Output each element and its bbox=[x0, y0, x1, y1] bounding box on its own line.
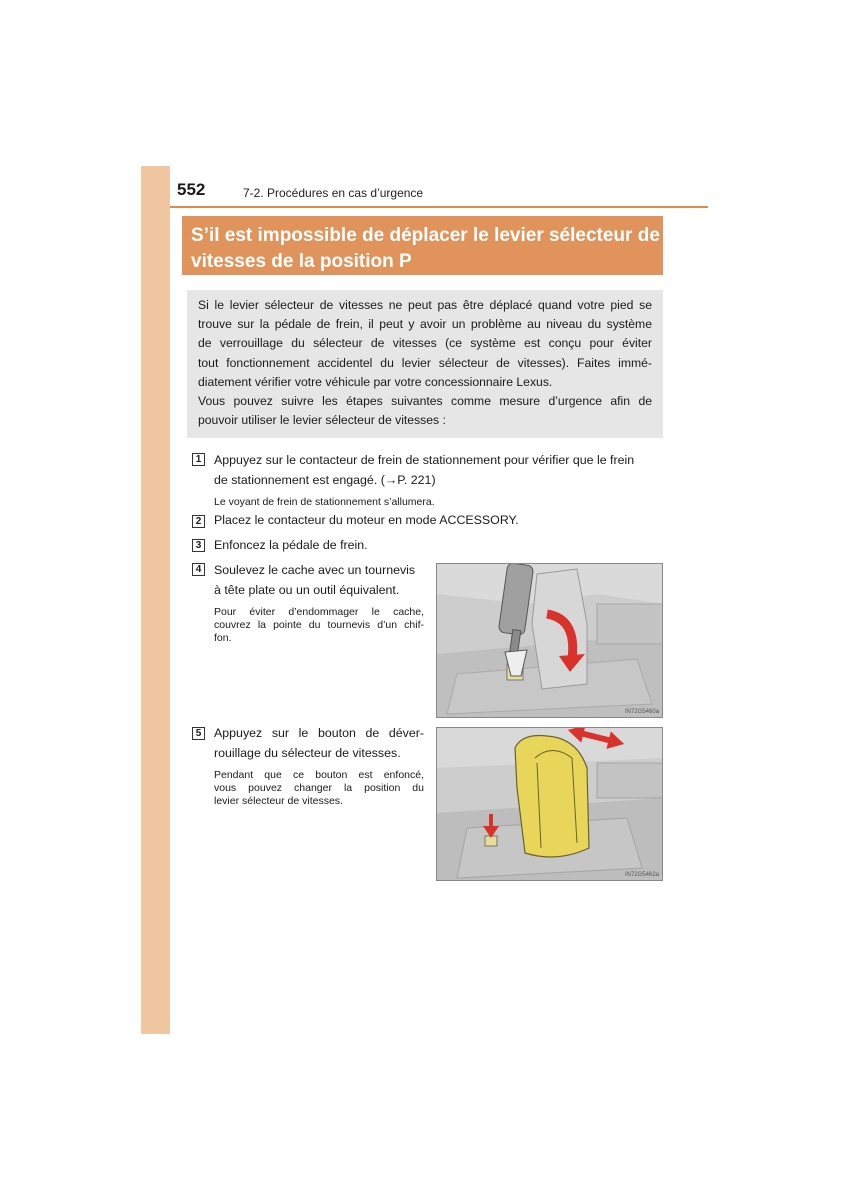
step-number-2: 2 bbox=[192, 515, 205, 528]
illustration-shift-lock-button bbox=[437, 728, 663, 881]
intro-line: Vous pouvez suivre les étapes suivantes comme mesure d’urgence afin de bbox=[198, 394, 652, 409]
step-4-note bbox=[214, 606, 424, 645]
note-line: Pour éviter d’endommager le cache, bbox=[214, 606, 424, 618]
heading-box bbox=[182, 216, 663, 275]
step-line: Appuyez sur le bouton de déver- bbox=[214, 726, 424, 740]
note-line: couvrez la pointe du tournevis d’un chif- bbox=[214, 619, 424, 631]
illustration-remove-cover bbox=[437, 564, 663, 718]
note-line: levier sélecteur de vitesses. bbox=[214, 795, 343, 807]
step-line: Appuyez sur le contacteur de frein de stationnement pour vérifier que le frein bbox=[214, 453, 635, 467]
step-5-note bbox=[214, 769, 424, 808]
page-number: 552 bbox=[177, 180, 206, 199]
step-number-5: 5 bbox=[192, 727, 205, 740]
figure-code: IN72G5460a bbox=[624, 709, 659, 715]
intro-box bbox=[187, 290, 663, 438]
section-title: 7-2. Procédures en cas d’urgence bbox=[243, 186, 424, 200]
note-line: vous pouvez changer la position du bbox=[214, 782, 424, 794]
intro-line: Si le levier sélecteur de vitesses ne peut pas être déplacé quand votre pied se bbox=[198, 298, 652, 312]
figure-screwdriver-cover bbox=[436, 563, 663, 718]
step-line: rouillage du sélecteur de vitesses. bbox=[214, 746, 401, 760]
step-number-1: 1 bbox=[192, 453, 205, 466]
heading-line-2: vitesses de la position P bbox=[191, 251, 412, 272]
intro-line: pouvoir utiliser le levier sélecteur de vitesses : bbox=[198, 413, 446, 428]
step-5-text bbox=[214, 723, 424, 763]
step-line: à tête plate ou un outil équivalent. bbox=[214, 583, 400, 597]
intro-line: de verrouillage du sélecteur de vitesses (ce système est conçu pour éviter bbox=[198, 336, 652, 351]
step-line: de stationnement est engagé. (→P. 221) bbox=[214, 473, 436, 487]
step-1-text bbox=[214, 450, 634, 490]
heading-line-1: S’il est impossible de déplacer le levier sélecteur de bbox=[191, 225, 660, 246]
step-number-4: 4 bbox=[192, 563, 205, 576]
intro-line: trouve sur la pédale de frein, il peut y avoir un problème au niveau du système bbox=[198, 317, 652, 332]
note-line: fon. bbox=[214, 632, 232, 644]
intro-line: tout fonctionnement accidentel du levier sélecteur de vitesses). Faites immé- bbox=[198, 355, 652, 370]
step-4-text bbox=[214, 560, 415, 600]
step-number-3: 3 bbox=[192, 539, 205, 552]
step-2-text: Placez le contacteur du moteur en mode ACCESSORY. bbox=[214, 513, 519, 527]
intro-line: diatement vérifier votre véhicule par votre concessionnaire Lexus. bbox=[198, 374, 553, 389]
header-rule bbox=[170, 206, 708, 208]
step-1-note: Le voyant de frein de stationnement s’allumera. bbox=[214, 496, 435, 508]
figure-code: IN72G5462a bbox=[624, 872, 659, 878]
note-line: Pendant que ce bouton est enfoncé, bbox=[214, 769, 424, 781]
step-line: Soulevez le cache avec un tournevis bbox=[214, 563, 416, 577]
side-tab-band bbox=[141, 166, 170, 1034]
step-3-text: Enfoncez la pédale de frein. bbox=[214, 538, 368, 552]
figure-shift-lock-release bbox=[436, 727, 663, 881]
